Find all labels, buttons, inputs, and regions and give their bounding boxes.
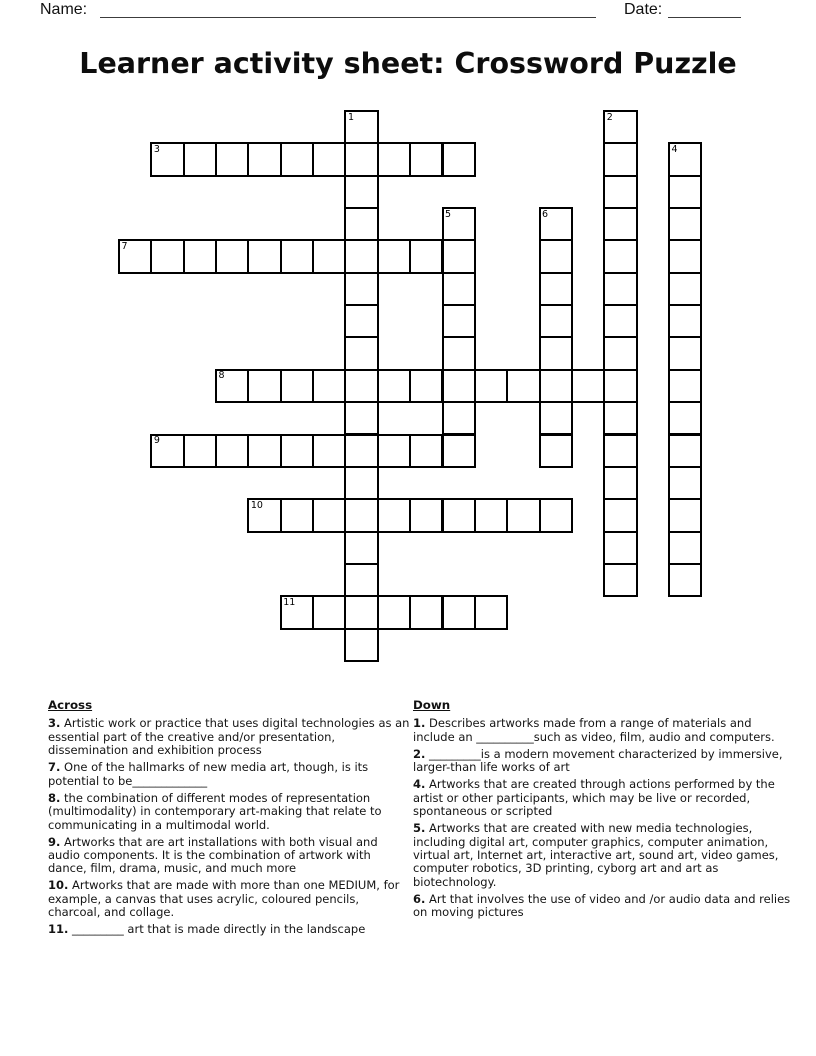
across-header: Across: [48, 698, 93, 712]
clue-number: 4.: [413, 777, 426, 792]
clue-down-5: [413, 822, 791, 889]
grid-cell[interactable]: [668, 207, 702, 241]
grid-cell[interactable]: [377, 142, 411, 176]
grid-cell[interactable]: [539, 304, 573, 338]
grid-cell[interactable]: [603, 304, 637, 338]
clue-text: the combination of different modes of representation (multimodality) in contemporary art-making that relate to communicating in a multimodal world.: [48, 790, 382, 832]
date-fill-line[interactable]: [668, 1, 741, 18]
grid-cell[interactable]: [377, 498, 411, 532]
clue-text: Artworks that are created with new media technologies, including digital art, computer graphics, computer animation, virtual art, Internet art, interactive art, sound art, video games, computer robotics, 3D printing, cyborg art and art as biotechnology.: [413, 821, 779, 889]
grid-cell[interactable]: [668, 498, 702, 532]
grid-cell[interactable]: [442, 272, 476, 306]
grid-cell[interactable]: [603, 175, 637, 209]
clue-across-11: [48, 923, 412, 936]
clue-down-1: [413, 717, 791, 744]
grid-cell[interactable]: [247, 239, 281, 273]
grid-cell[interactable]: [344, 207, 378, 241]
grid-cell[interactable]: [668, 531, 702, 565]
grid-cell[interactable]: [344, 239, 378, 273]
grid-cell[interactable]: [539, 434, 573, 468]
grid-cell[interactable]: [344, 466, 378, 500]
grid-cell[interactable]: [668, 434, 702, 468]
cell-number: 8: [218, 370, 225, 382]
name-label: Name:: [40, 1, 88, 18]
grid-cell[interactable]: [344, 563, 378, 597]
grid-cell[interactable]: [474, 369, 508, 403]
clue-number: 3.: [48, 716, 61, 731]
grid-cell[interactable]: [409, 595, 443, 629]
grid-cell[interactable]: [603, 401, 637, 435]
down-header: Down: [413, 698, 451, 712]
grid-cell[interactable]: [442, 336, 476, 370]
cell-number: 10: [250, 499, 263, 511]
clue-number: 5.: [413, 821, 426, 836]
clue-text: One of the hallmarks of new media art, though, is its potential to be_____________: [48, 760, 369, 788]
grid-cell[interactable]: [344, 175, 378, 209]
cell-number: 5: [445, 208, 452, 220]
page-title: Learner activity sheet: Crossword Puzzle: [79, 47, 737, 80]
clue-text: Artworks that are created through actions performed by the artist or other participants, which may be live or recorded, spontaneous or scripted: [413, 777, 775, 819]
grid-cell[interactable]: [377, 434, 411, 468]
grid-cell[interactable]: [150, 239, 184, 273]
grid-cell[interactable]: [409, 239, 443, 273]
grid-cell[interactable]: [409, 434, 443, 468]
grid-cell[interactable]: [344, 401, 378, 435]
grid-cell[interactable]: [183, 239, 217, 273]
grid-cell[interactable]: [312, 369, 346, 403]
grid-cell[interactable]: [312, 239, 346, 273]
clue-down-6: [413, 893, 791, 920]
grid-cell[interactable]: [442, 401, 476, 435]
grid-cell[interactable]: [312, 498, 346, 532]
grid-cell[interactable]: [215, 239, 249, 273]
cell-number: 2: [606, 111, 613, 123]
cell-number: 1: [347, 111, 354, 123]
grid-cell[interactable]: [442, 595, 476, 629]
grid-cell[interactable]: [377, 595, 411, 629]
grid-cell[interactable]: [377, 369, 411, 403]
grid-cell[interactable]: [344, 531, 378, 565]
name-fill-line[interactable]: [100, 1, 596, 18]
cell-number: 9: [153, 435, 160, 446]
grid-cell[interactable]: [344, 595, 378, 629]
grid-cell[interactable]: [603, 142, 637, 176]
clue-text: _________is a modern movement characterized by immersive, larger-than life works of art: [413, 746, 783, 775]
grid-cell[interactable]: [344, 336, 378, 370]
grid-cell[interactable]: [442, 369, 476, 403]
clue-number: 9.: [48, 834, 61, 849]
grid-cell[interactable]: [344, 434, 378, 468]
clue-down-4: [413, 778, 791, 818]
grid-cell[interactable]: [409, 369, 443, 403]
grid-cell[interactable]: [539, 498, 573, 532]
cell-number: 3: [153, 143, 160, 155]
cell-number: 7: [121, 240, 128, 252]
clue-number: 7.: [48, 760, 61, 775]
grid-cell[interactable]: [668, 304, 702, 338]
grid-cell[interactable]: [344, 628, 378, 662]
grid-cell[interactable]: [668, 369, 702, 403]
grid-cell[interactable]: [668, 175, 702, 209]
grid-cell[interactable]: [571, 369, 605, 403]
grid-cell[interactable]: [603, 207, 637, 241]
clue-across-3: [48, 717, 412, 757]
grid-cell[interactable]: [280, 498, 314, 532]
grid-cell[interactable]: [603, 563, 637, 597]
grid-cell[interactable]: [442, 498, 476, 532]
grid-cell[interactable]: [344, 142, 378, 176]
across-clues-column: [48, 699, 412, 940]
grid-cell[interactable]: [474, 595, 508, 629]
grid-cell[interactable]: [603, 239, 637, 273]
grid-cell[interactable]: [668, 401, 702, 435]
clue-number: 2.: [413, 746, 426, 761]
cell-number: 11: [283, 596, 296, 608]
grid-cell[interactable]: [668, 466, 702, 500]
grid-cell[interactable]: [539, 272, 573, 306]
grid-cell[interactable]: [668, 336, 702, 370]
clue-number: 1.: [413, 716, 426, 731]
clue-across-9: [48, 836, 412, 876]
grid-cell[interactable]: [603, 531, 637, 565]
clue-number: 8.: [48, 790, 61, 805]
grid-cell[interactable]: [539, 401, 573, 435]
clue-down-2: [413, 748, 791, 775]
grid-cell[interactable]: [215, 142, 249, 176]
cell-number: 4: [671, 143, 678, 155]
clue-text: Artworks that are art installations with both visual and audio components. It is the combination of artwork with dance, film, drama, music, and much more: [48, 834, 378, 876]
grid-cell[interactable]: [603, 434, 637, 468]
grid-cell[interactable]: [603, 498, 637, 532]
grid-cell[interactable]: [668, 563, 702, 597]
grid-cell[interactable]: [183, 142, 217, 176]
clue-text: Describes artworks made from a range of materials and include an __________such as video, film, audio and computers.: [413, 716, 775, 744]
grid-cell[interactable]: [668, 272, 702, 306]
grid-cell[interactable]: [247, 434, 281, 468]
grid-cell[interactable]: [344, 304, 378, 338]
clue-number: 6.: [413, 891, 426, 906]
grid-cell[interactable]: [247, 369, 281, 403]
grid-cell[interactable]: [280, 142, 314, 176]
cell-number: 6: [542, 208, 549, 220]
grid-cell[interactable]: [442, 434, 476, 468]
grid-cell[interactable]: [603, 369, 637, 403]
clue-number: 10.: [48, 878, 69, 893]
grid-cell[interactable]: [442, 304, 476, 338]
grid-cell[interactable]: [312, 142, 346, 176]
grid-cell[interactable]: [474, 498, 508, 532]
grid-cell[interactable]: [668, 239, 702, 273]
grid-cell[interactable]: [312, 434, 346, 468]
grid-cell[interactable]: [280, 239, 314, 273]
grid-cell[interactable]: [409, 498, 443, 532]
grid-cell[interactable]: [539, 369, 573, 403]
clue-text: _________ art that is made directly in the landscape: [72, 922, 366, 937]
date-label: Date:: [624, 1, 663, 18]
grid-cell[interactable]: [539, 239, 573, 273]
grid-cell[interactable]: [280, 434, 314, 468]
clue-text: Artworks that are made with more than one MEDIUM, for example, a canvas that uses acrylic, coloured pencils, charcoal, and collage.: [48, 878, 400, 920]
grid-cell[interactable]: [344, 272, 378, 306]
grid-cell[interactable]: [344, 369, 378, 403]
crossword-grid: [118, 110, 702, 662]
clue-number: 11.: [48, 922, 69, 937]
clue-text: Artistic work or practice that uses digital technologies as an essential part of the creative and/or presentation, dissemination and exhibition process: [48, 716, 410, 758]
grid-cell[interactable]: [215, 434, 249, 468]
clue-across-8: [48, 792, 412, 832]
grid-cell[interactable]: [409, 142, 443, 176]
grid-cell[interactable]: [377, 239, 411, 273]
grid-cell[interactable]: [539, 336, 573, 370]
down-clues-column: [413, 699, 791, 923]
clue-across-7: [48, 761, 412, 788]
grid-cell[interactable]: [344, 498, 378, 532]
grid-cell[interactable]: [603, 466, 637, 500]
grid-cell[interactable]: [506, 498, 540, 532]
clue-across-10: [48, 879, 412, 919]
clue-text: Art that involves the use of video and /or audio data and relies on moving pictures: [413, 891, 791, 920]
grid-cell[interactable]: [312, 595, 346, 629]
grid-cell[interactable]: [603, 336, 637, 370]
grid-cell[interactable]: [183, 434, 217, 468]
grid-cell[interactable]: [442, 239, 476, 273]
grid-cell[interactable]: [442, 142, 476, 176]
grid-cell[interactable]: [506, 369, 540, 403]
grid-cell[interactable]: [603, 272, 637, 306]
grid-cell[interactable]: [247, 142, 281, 176]
grid-cell[interactable]: [280, 369, 314, 403]
